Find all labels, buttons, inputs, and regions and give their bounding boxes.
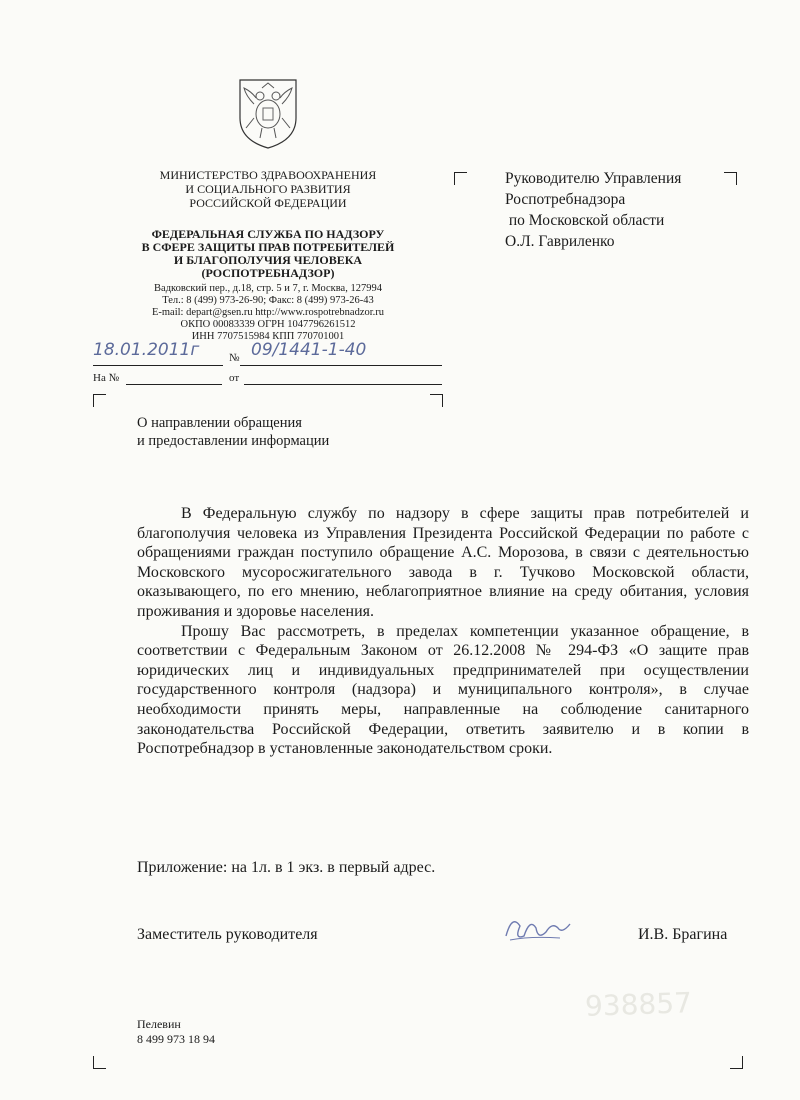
faint-stamp-number: 938857 <box>584 986 693 1023</box>
addressee-block: Руководителю Управления Роспотребнадзора по Московской области О.Л. Гавриленко <box>505 170 682 250</box>
number-label: № <box>229 352 240 364</box>
reference-line: На № от <box>93 372 240 384</box>
attachment-note: Приложение: на 1л. в 1 экз. в первый адрес. <box>137 859 436 876</box>
signer-name: И.В. Брагина <box>638 926 728 943</box>
handwritten-number: 09/1441-1-40 <box>251 340 367 360</box>
executor-info: Пелевин 8 499 973 18 94 <box>137 1017 215 1046</box>
from-line <box>244 384 442 385</box>
corner-bracket <box>430 394 443 407</box>
handwritten-signature <box>500 906 580 950</box>
coat-of-arms-icon <box>232 74 304 150</box>
handwritten-date: 18.01.2011г <box>93 340 200 360</box>
body-paragraph: В Федеральную службу по надзору в сфере защиты прав потребителей и благополучия человека из Управления Президента Российской Федерации по работе с обращениями граждан поступило обращение А.С. Морозова, в связи с деятельностью Московского мусоросжигательного завода в г. Тучково Московской области, оказывающего, по его мнению, неблагоприятное влияние на среду обитания, условия проживания и здоровье населения. <box>137 505 749 620</box>
letter-subject: О направлении обращения и предоставлении информации <box>137 415 330 449</box>
signer-title: Заместитель руководителя <box>137 926 318 943</box>
letter-body <box>137 504 749 759</box>
date-line <box>93 365 223 366</box>
service-name: ФЕДЕРАЛЬНАЯ СЛУЖБА ПО НАДЗОРУ В СФЕРЕ ЗАЩИТЫ ПРАВ ПОТРЕБИТЕЛЕЙ И БЛАГОПОЛУЧИЯ ЧЕЛОВЕКА (РОСПОТРЕБНАДЗОР) <box>141 227 395 280</box>
corner-bracket <box>730 1056 743 1069</box>
ministry-name: МИНИСТЕРСТВО ЗДРАВООХРАНЕНИЯ И СОЦИАЛЬНОГО РАЗВИТИЯ РОССИЙСКОЙ ФЕДЕРАЦИИ <box>159 168 377 210</box>
number-line <box>240 365 442 366</box>
corner-bracket <box>93 1056 106 1069</box>
corner-bracket <box>93 394 106 407</box>
body-paragraph: Прошу Вас рассмотреть, в пределах компетенции указанное обращение, в соответствии с Федеральным Законом от 26.12.2008 № 294-ФЗ «О защите прав юридических лиц и индивидуальных предпринимателей при осуществлении государственного контроля (надзора) и муниципального контроля», в случае необходимости принять меры, направленные на соблюдение санитарного законодательства Российской Федерации, ответить заявителю и в копии в Роспотребнадзор в установленные законодательством сроки. <box>137 622 749 758</box>
corner-bracket <box>454 172 467 185</box>
contact-details: Вадковский пер., д.18, стр. 5 и 7, г. Москва, 127994 Тел.: 8 (499) 973-26-90; Факс: 8 (499) 973-26-43 E-mail: depart@gsen.ru http://www.rospotrebnadzor.ru ОКПО 00083339 ОГРН 1047796261512 ИНН 7707515984 КПП 770701001 <box>151 283 385 342</box>
ref-line <box>126 384 222 385</box>
corner-bracket <box>724 172 737 185</box>
